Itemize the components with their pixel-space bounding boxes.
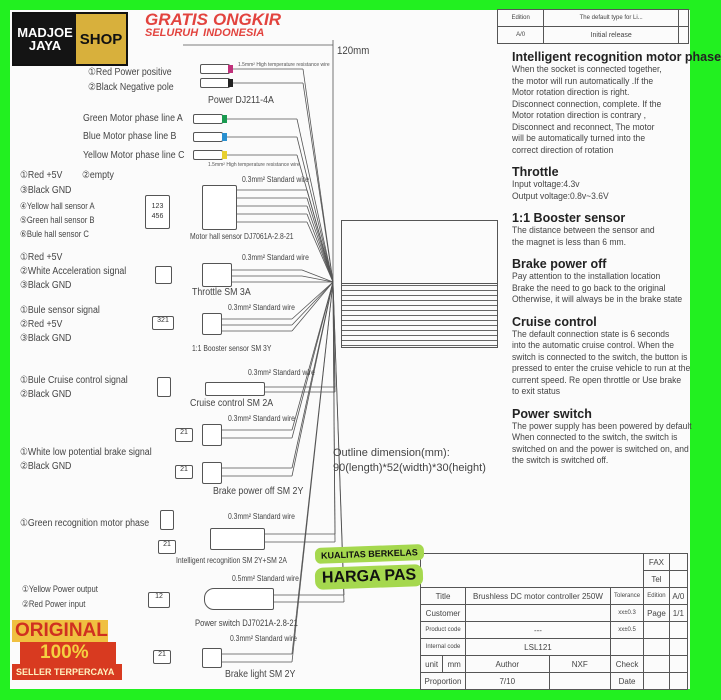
badge-text: ORIGINAL [12,620,108,642]
note-line: correct direction of rotation [512,144,614,156]
wire-spec: 1.5mm² High temperature resistance wire [208,162,300,168]
pin-label: ①Bule Cruise control signal [20,375,128,386]
wire [302,276,333,282]
recog-connector-face [158,540,176,554]
black-wire-marker [228,79,233,87]
quality-badge: KUALITAS BERKELAS [315,544,424,564]
pin-numbers: 321 [157,317,169,324]
wire-spec: 0.3mm² Standard wire [228,512,295,521]
dimension-120mm: 120mm [337,45,370,57]
outline-title: Outline dimension(mm): [333,447,450,459]
cell: NXF [549,656,610,673]
green-wire-marker [222,115,227,123]
yellow-wire-marker [222,151,227,159]
note-line: Input voltage:4.3v [512,179,580,190]
note-title: Intelligent recognition motor phase [512,50,721,64]
pin-label: ②Black GND [20,389,72,400]
note-line: Output voltage:0.8v~3.6V [512,190,609,202]
badge-text: SELLER TERPERCAYA [12,664,122,680]
note-line: pressed to enter the cruise vehicle to run at the [512,363,691,374]
cell: Product code [421,622,466,639]
pin-label: ①Red Power positive [88,67,172,78]
pin-label: ①Red +5V [20,170,63,181]
wire-spec: 0.3mm² Standard wire [242,175,309,184]
pin-label: ②empty [82,170,114,181]
note-line: Motor rotation direction is right. [512,87,630,98]
power-connector-black [200,78,230,88]
cell: Tolerance [610,588,643,605]
note-line: The default connection state is 6 seconds [512,328,670,340]
price-badge: HARGA PAS [315,564,424,590]
note-line: The power supply has been powered by default [512,420,692,432]
controller-box [341,220,498,348]
pin-label: ①White low potential brake signal [20,447,152,458]
cell: The default type for Li... [544,10,679,27]
pin-label: ⑤Green hall sensor B [20,215,95,225]
pin-label: ③Black GND [20,185,72,196]
note-title: Cruise control [512,314,597,329]
wire [292,282,333,319]
logo-shop: SHOP [76,14,126,64]
red-wire-marker [228,65,233,73]
note-section [512,315,721,398]
free-shipping-badge [145,12,286,39]
brake-connector-face [175,465,193,479]
cell: Page [644,605,669,622]
cell: Check [610,656,643,673]
logo-line2: JAYA [28,38,62,53]
connector-name: Brake power off SM 2Y [213,486,304,497]
note-section [512,165,721,202]
brakelight-connector [202,648,222,668]
throttle-connector [202,263,232,287]
note-title: 1:1 Booster sensor [512,211,626,225]
recog-connector-face [160,510,174,530]
badge-text: SELURUH [145,27,199,39]
wire-spec: 0.3mm² Standard wire [228,303,295,312]
phase-b-connector [193,132,223,142]
cell: A/0 [669,588,687,605]
wiring-diagram [10,10,721,689]
power-connector-red [200,64,230,74]
note-line: Disconnect and reconnect, The motor [512,121,655,133]
note-line: the motor will run automatically .If the [512,75,654,87]
phase-c-label: Yellow Motor phase line C [83,150,185,161]
connector-name: Power switch DJ7021A-2.8-21 [195,618,298,628]
controller-top [342,221,497,284]
pin-numbers: 12 [155,593,163,600]
wire [292,282,333,476]
note-line: Motor rotation direction is contrary , [512,110,647,121]
pin-numbers: 21 [180,429,188,436]
cell: Customer [421,605,466,622]
badge-text: INDONESIA [203,27,265,39]
connector-name: Cruise control SM 2A [190,398,274,409]
wire-spec: 1.5mm² High temperature resistance wire [238,62,330,68]
connector-name: Throttle SM 3A [192,287,251,298]
cell: --- [466,622,611,639]
note-title: Power switch [512,406,592,421]
cell: Author [466,656,549,673]
shop-logo [12,12,128,66]
cell: unit [421,656,443,673]
cell: mm [443,656,466,673]
note-line: When the socket is connected together, [512,64,662,75]
note-section [512,257,721,306]
notes-panel [512,50,721,476]
original-badge [12,620,122,690]
pin-label: ⑥Bule hall sensor C [20,229,89,239]
power-switch-connector [204,588,274,610]
booster-connector-face [152,316,174,330]
brakelight-connector-face [153,650,171,664]
pin-label: ③Black GND [20,280,72,291]
pin-label: ②Black GND [20,461,72,472]
hall-connector-face [145,195,170,229]
cell: Tel [644,571,669,588]
cell: Title [421,588,466,605]
connector-name: Power DJ211-4A [208,95,274,106]
pin-label: ①Green recognition motor phase [20,518,150,529]
cell: Date [610,673,643,690]
cell: Proportion [421,673,466,690]
throttle-connector-face [155,266,172,284]
note-line: Pay attention to the installation location [512,271,661,282]
note-line: the switch is switched off. [512,455,609,466]
note-line: Disconnect connection, complete. If the [512,98,662,110]
pin-label: ②White Acceleration signal [20,266,127,277]
cell: xx±0.5 [610,622,643,639]
pin-label: ①Red +5V [20,252,63,263]
pin-label: ④Yellow hall sensor A [20,201,95,211]
note-title: Brake power off [512,257,607,271]
note-line: current speed. Re open throttle or Use brake [512,374,682,386]
wire-spec: 0.5mm² Standard wire [232,574,299,583]
wire-spec: 0.3mm² Standard wire [228,414,295,423]
booster-connector [202,313,222,335]
cell: Edition [644,588,669,605]
logo-line1: MADJOE [17,25,73,40]
note-section [512,407,721,467]
phase-a-label: Green Motor phase line A [83,113,183,124]
note-line: The distance between the sensor and [512,225,655,236]
badge-text: ONGKIR [212,10,281,29]
blue-wire-marker [222,133,227,141]
cell: Internal code [421,639,466,656]
pin-label: ②Red Power input [22,599,86,609]
revision-table [497,9,689,44]
wire-spec: 0.3mm² Standard wire [242,253,309,262]
cell: Initial release [544,27,679,44]
phase-c-connector [193,150,223,160]
pin-label: ①Yellow Power output [22,584,98,594]
title-block [420,553,688,690]
pin-label: ③Black GND [20,333,72,344]
note-line: the magnet is less than 6 mm. [512,236,627,248]
cell: FAX [644,554,669,571]
cell: A/0 [498,27,544,44]
note-line: will be automatically turned into the [512,133,646,144]
cell: 1/1 [669,605,687,622]
pin-numbers: 123 456 [151,203,164,220]
wire [292,282,333,438]
note-line: switch is connected to the switch, the button is [512,351,688,363]
pin-numbers: 21 [163,541,171,548]
note-line: When connected to the switch, the switch is [512,432,678,443]
wire-spec: 0.3mm² Standard wire [248,368,315,377]
note-line: into the automatic cruise control. When the [512,340,675,351]
cell: Edition [498,10,544,27]
connector-name: 1:1 Booster sensor SM 3Y [192,344,272,353]
hall-connector [202,185,237,230]
note-line: Otherwise, it will always be in the brake state [512,294,683,305]
pin-label: ②Black Negative pole [88,82,174,93]
note-section [512,211,721,248]
pin-label: ①Bule sensor signal [20,305,100,316]
pin-label: ②Red +5V [20,319,63,330]
pin-numbers: 21 [158,651,166,658]
outline-value: 90(length)*52(width)*30(height) [333,462,486,474]
connector-name: Intelligent recognition SM 2Y+SM 2A [176,556,287,565]
wire [307,206,333,282]
note-line: switched on and the power is switched on, and [512,443,689,455]
note-title: Throttle [512,165,559,179]
wire-spec: 0.3mm² Standard wire [230,634,297,643]
brake-connector [202,462,222,484]
brake-connector [202,424,222,446]
brake-connector-face [175,428,193,442]
cell: LSL121 [466,639,611,656]
cell: xx±0.3 [610,605,643,622]
connector-name: Brake light SM 2Y [225,669,296,680]
cell: 7/10 [466,673,549,690]
note-line: Brake the need to go back to the original [512,282,666,294]
phase-b-label: Blue Motor phase line B [83,131,177,142]
pin-numbers: 21 [180,466,188,473]
note-line: to exit status [512,386,561,397]
cruise-connector-face [157,377,171,397]
switch-connector-face [148,592,170,608]
note-section [512,50,721,156]
badge-text: GRATIS [145,10,208,29]
connector-name: Motor hall sensor DJ7061A-2.8-21 [190,232,294,241]
cruise-connector [205,382,265,396]
recog-connector [210,528,265,550]
badge-text: 100% [20,642,116,664]
cell: Brushless DC motor controller 250W [466,588,611,605]
phase-a-connector [193,114,223,124]
wire [292,282,333,662]
